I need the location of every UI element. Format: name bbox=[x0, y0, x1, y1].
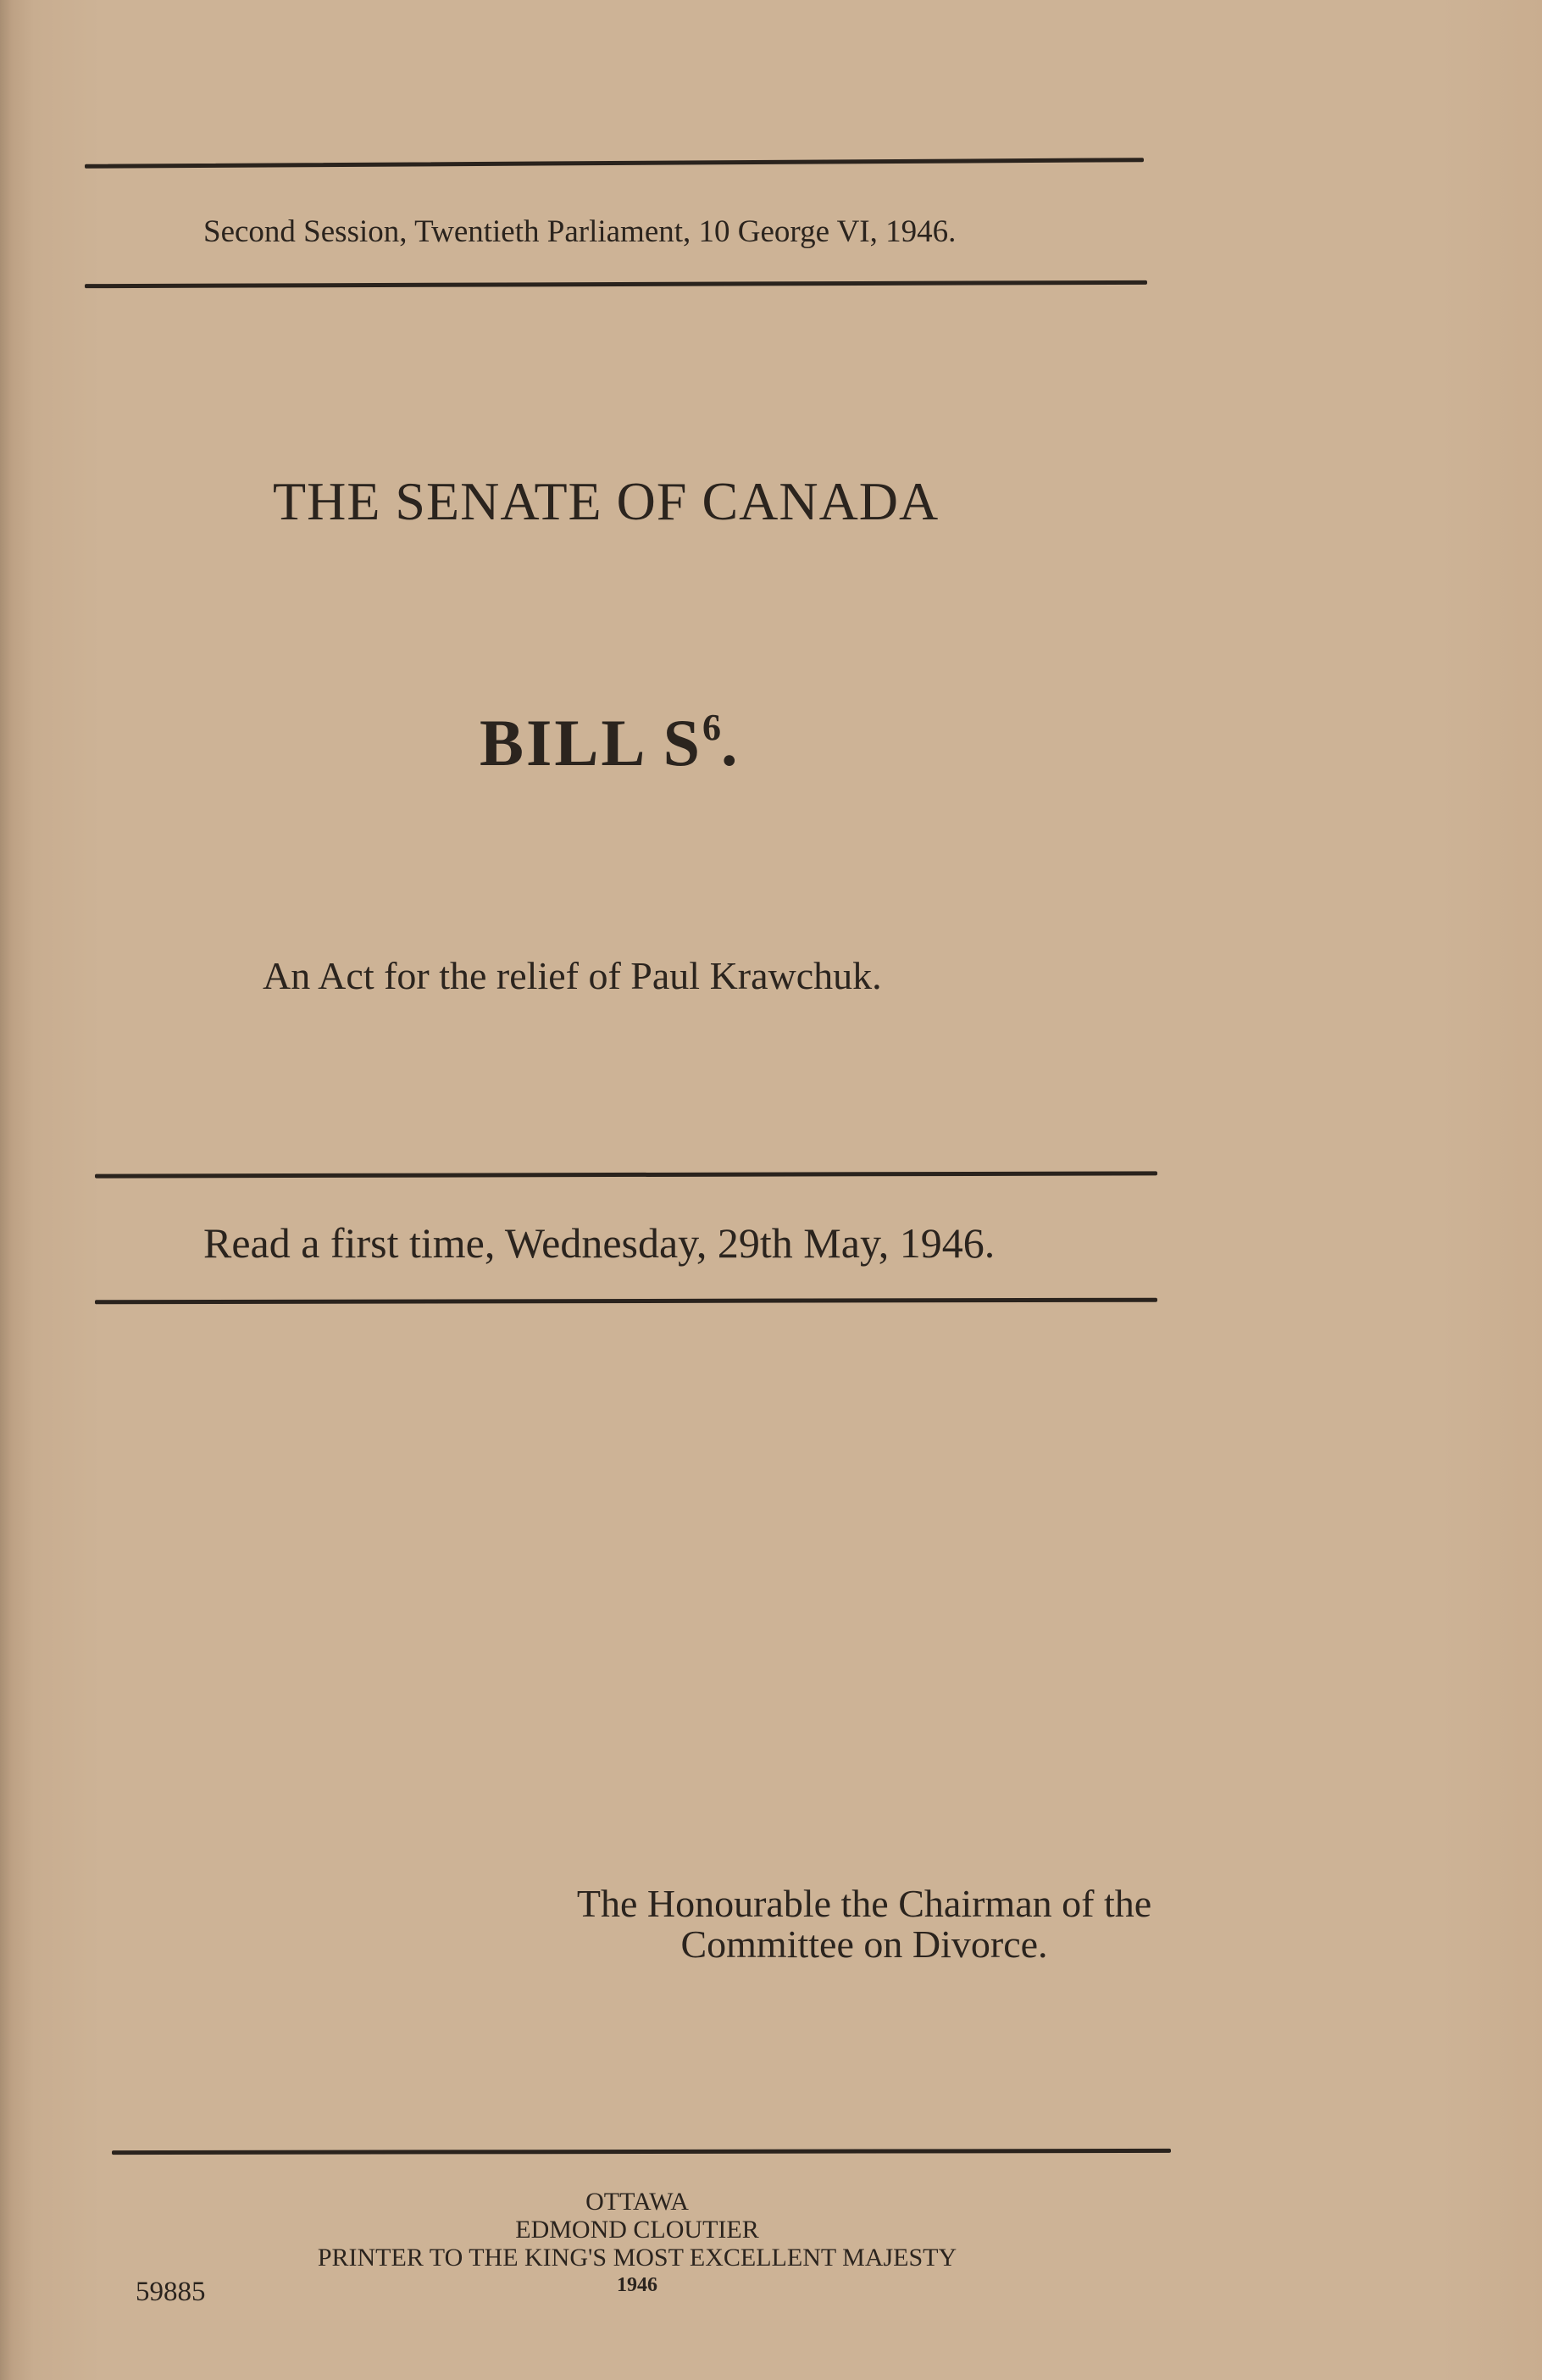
imprint-title: PRINTER TO THE KING'S MOST EXCELLENT MAJESTY bbox=[317, 2244, 957, 2272]
bill-number bbox=[480, 705, 740, 781]
bill-suffix: . bbox=[721, 706, 740, 779]
imprint-city: OTTAWA bbox=[585, 2188, 689, 2216]
imprint-block bbox=[214, 2188, 1061, 2300]
sponsor-line-1: The Honourable the Chairman of the bbox=[576, 1882, 1152, 1925]
imprint-rule bbox=[112, 2149, 1171, 2155]
session-bottom-rule bbox=[85, 280, 1147, 288]
sponsor-block bbox=[441, 1883, 1288, 1965]
reading-bottom-rule bbox=[95, 1298, 1157, 1305]
print-number: 59885 bbox=[136, 2277, 206, 2307]
imprint-printer: EDMOND CLOUTIER bbox=[515, 2216, 759, 2244]
bill-superscript: 6 bbox=[702, 707, 722, 748]
senate-heading: THE SENATE OF CANADA bbox=[273, 471, 940, 531]
imprint-year: 1946 bbox=[617, 2274, 657, 2296]
session-line: Second Session, Twentieth Parliament, 10 George VI, 1946. bbox=[203, 214, 957, 249]
act-description: An Act for the relief of Paul Krawchuk. bbox=[263, 954, 882, 997]
bill-prefix: BILL S bbox=[480, 706, 703, 779]
top-rule bbox=[85, 158, 1144, 169]
sponsor-line-2: Committee on Divorce. bbox=[680, 1922, 1048, 1966]
reading-top-rule bbox=[95, 1171, 1157, 1178]
reading-status: Read a first time, Wednesday, 29th May, 1946. bbox=[203, 1219, 996, 1267]
